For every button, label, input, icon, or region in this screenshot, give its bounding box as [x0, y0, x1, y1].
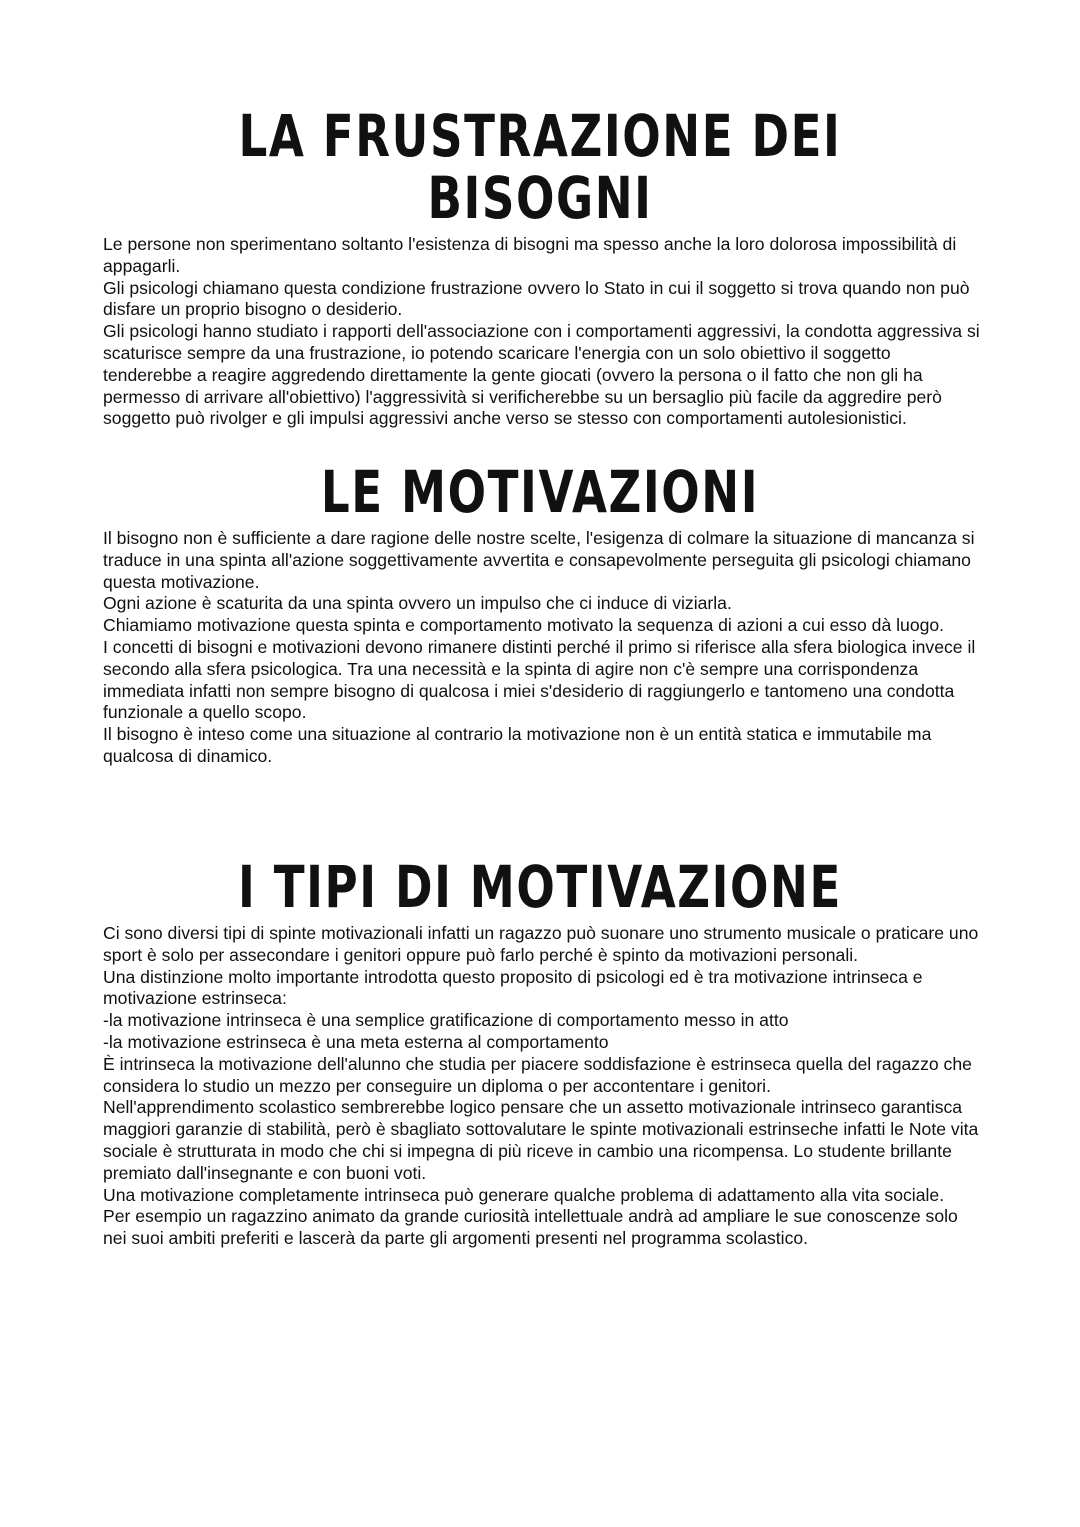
- paragraph: -la motivazione estrinseca è una meta esterna al comportamento: [103, 1031, 609, 1052]
- section-title: LE MOTIVAZIONI: [320, 458, 760, 526]
- paragraph: Gli psicologi hanno studiato i rapporti dell'associazione con i comportamenti aggressivi, la condotta aggressiva si scaturisce sempre da una frustrazione, io potendo scaricare l'energia con un solo obiettivo il soggetto tenderebbe a reagire aggredendo direttamente la gente giocati (ovvero la persona o il fatto che non gli ha permesso di arrivare all'obiettivo) l'aggressività si verificherebbe su un bersaglio più facile da aggredire però soggetto può rivolger e gli impulsi aggressivi anche verso se stesso con comportamenti autolesionistici.: [103, 321, 980, 429]
- paragraph: Chiamiamo motivazione questa spinta e comportamento motivato la sequenza di azioni a cui esso dà luogo.: [103, 615, 945, 636]
- section-frustrazione: [0, 102, 1080, 430]
- paragraph: Nell'apprendimento scolastico sembrerebbe logico pensare che un assetto motivazionale intrinseco garantisca maggiori garanzie di stabilità, però è sbagliato sottovalutare le spinte motivazionali estrinseche infatti le Note vita sociale è strutturata in modo che chi si impegna di più riceve in cambio una ricompensa. Lo studente brillante premiato dall'insegnante e con buoni voti.: [103, 1097, 979, 1183]
- paragraph: Una motivazione completamente intrinseca può generare qualche problema di adattamento alla vita sociale.: [103, 1184, 945, 1205]
- section-title: I TIPI DI MOTIVAZIONE: [238, 853, 842, 921]
- section-body: [0, 234, 983, 430]
- paragraph: Le persone non sperimentano soltanto l'esistenza di bisogni ma spesso anche la loro dolorosa impossibilità di appagarli.: [103, 234, 957, 276]
- section-body: [0, 923, 983, 1250]
- paragraph: Il bisogno è inteso come una situazione al contrario la motivazione non è un entità statica e immutabile ma qualcosa di dinamico.: [103, 724, 932, 766]
- paragraph: I concetti di bisogni e motivazioni devono rimanere distinti perché il primo si riferisce alla sfera biologica invece il secondo alla sfera psicologica. Tra una necessità e la spinta di agire non c'è sempre una corrispondenza immediata infatti non sempre bisogno di qualcosa i miei s'desiderio di raggiungerlo e tantomeno una condotta funzionale a quello scopo.: [103, 636, 976, 723]
- paragraph: Ci sono diversi tipi di spinte motivazionali infatti un ragazzo può suonare uno strumento musicale o praticare uno sport è solo per assecondare i genitori oppure può farlo perché è spinto da motivazioni personali.: [103, 923, 979, 965]
- paragraph: Gli psicologi chiamano questa condizione frustrazione ovvero lo Stato in cui il soggetto si trova quando non può disfare un proprio bisogno o desiderio.: [103, 277, 970, 320]
- section-body: [0, 528, 983, 768]
- paragraph: Una distinzione molto importante introdotta questo proposito di psicologi ed è tra motivazione intrinseca e motivazione estrinseca:: [103, 966, 923, 1009]
- section-title: LA FRUSTRAZIONE DEI BISOGNI: [238, 102, 842, 232]
- paragraph: Il bisogno non è sufficiente a dare ragione delle nostre scelte, l'esigenza di colmare la situazione di mancanza si traduce in una spinta all'azione soggettivamente avvertita e consapevolmente perseguita gli psicologi chiamano questa motivazione.: [103, 528, 975, 592]
- paragraph: È intrinseca la motivazione dell'alunno che studia per piacere soddisfazione è estrinseca quella del ragazzo che considera lo studio un mezzo per conseguire un diploma o per accontentare i genitori.: [103, 1053, 972, 1096]
- paragraph: -la motivazione intrinseca è una semplice gratificazione di comportamento messo in atto: [103, 1010, 789, 1031]
- section-tipi-motivazione: [0, 853, 1080, 1250]
- section-motivazioni: [0, 458, 1080, 768]
- paragraph: Per esempio un ragazzino animato da grande curiosità intellettuale andrà ad ampliare le sue conoscenze solo nei suoi ambiti preferiti e lascerà da parte gli argomenti presenti nel programma scolastico.: [103, 1206, 958, 1249]
- paragraph: Ogni azione è scaturita da una spinta ovvero un impulso che ci induce di viziarla.: [103, 593, 732, 614]
